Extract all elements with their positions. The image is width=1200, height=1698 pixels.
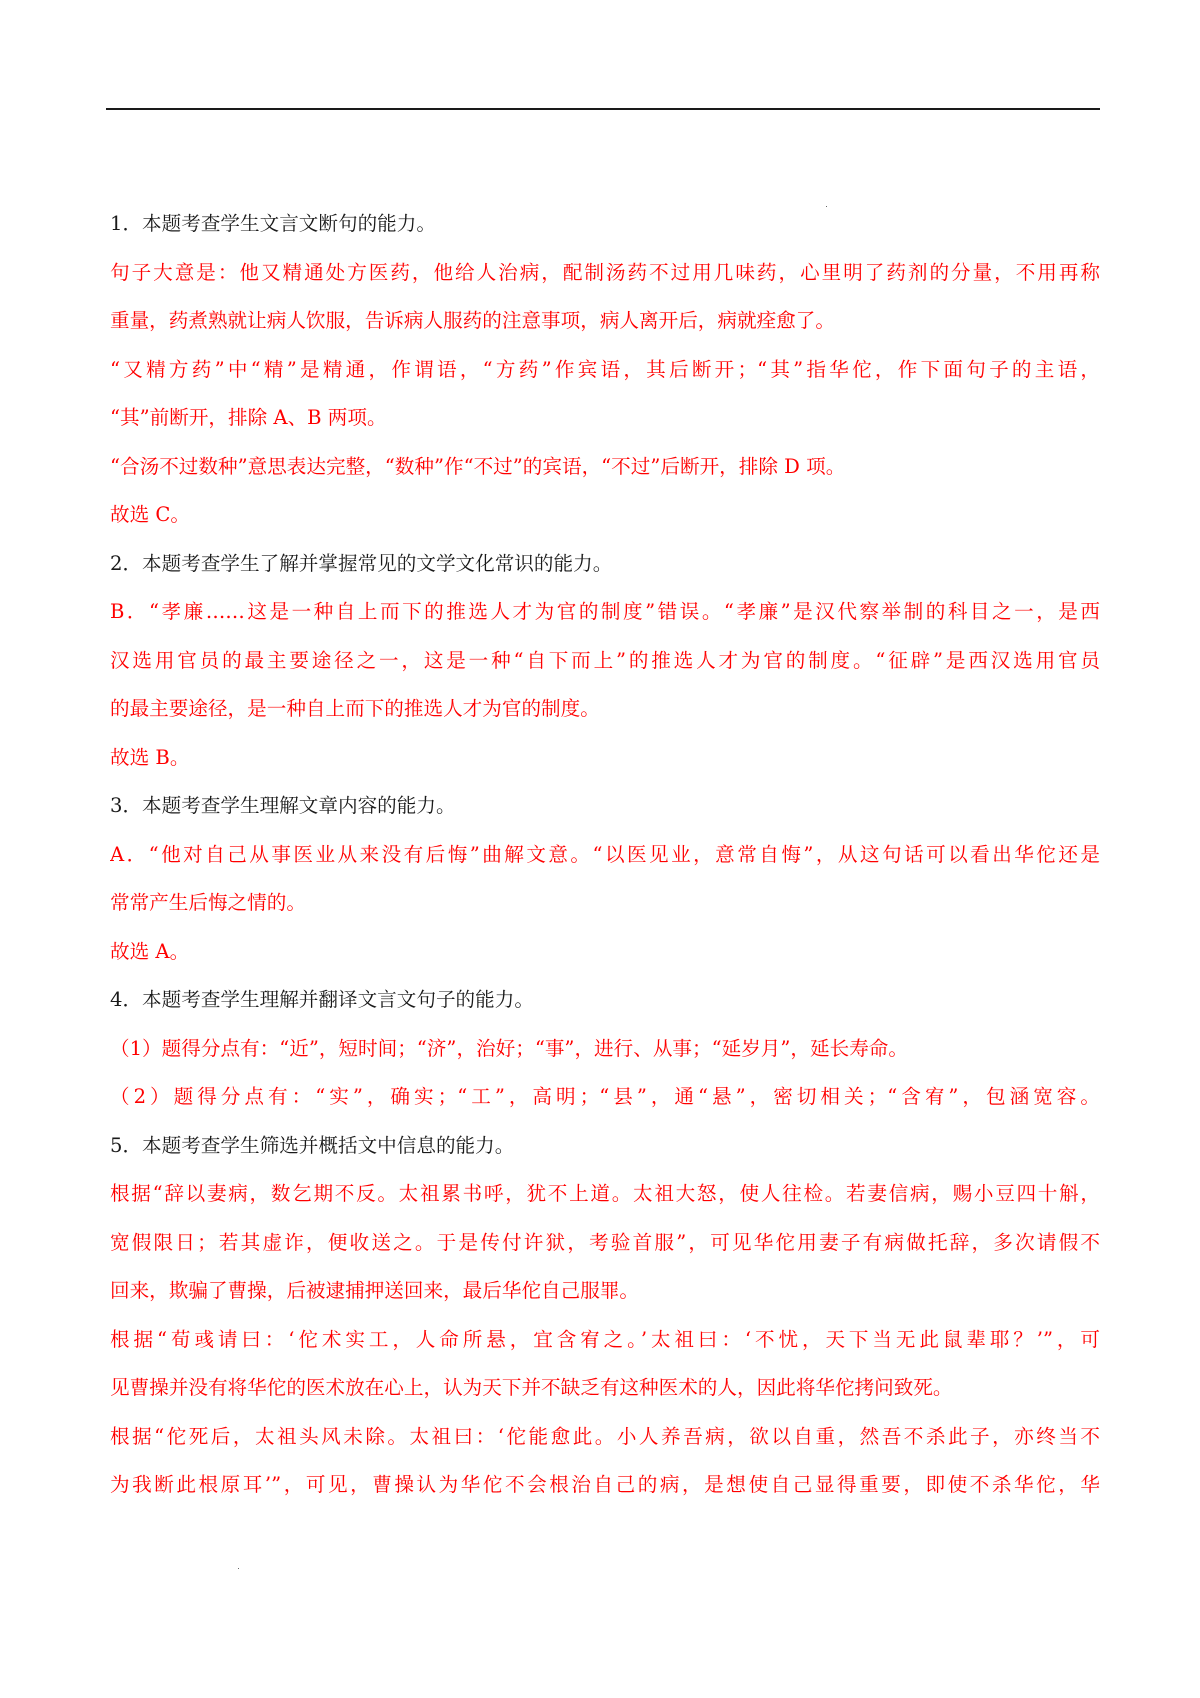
explanation-line: 回来，欺骗了曹操，后被逮捕押送回来，最后华佗自己服罪。 (110, 1279, 640, 1302)
explanation-line: （1）题得分点有：“近”，短时间；“济”，治好；“事”，进行、从事；“延岁月”，延长寿命。 (110, 1036, 908, 1060)
explanation-line: （2）题得分点有：“实”，确实；“工”，高明；“县”，通“悬”，密切相关；“含宥”，包涵宽容。 (110, 1085, 1100, 1108)
explanation-line: 根据“佗死后，太祖头风未除。太祖曰：‘佗能愈此。小人养吾病，欲以自重，然吾不杀此子，亦终当不 (110, 1424, 1100, 1448)
scan-speck (238, 1568, 239, 1569)
explanation-line: A．“他对自己从事医业从来没有后悔”曲解文意。“以医见业，意常自悔”，从这句话可以看出华佗还是 (110, 842, 1100, 866)
question-heading: 2．本题考查学生了解并掌握常见的文学文化常识的能力。 (110, 551, 613, 575)
explanation-line: 为我断此根原耳’”，可见，曹操认为华佗不会根治自己的病，是想使自己显得重要，即使不杀华佗，华 (110, 1473, 1100, 1496)
explanation-line: 见曹操并没有将华佗的医术放在心上，认为天下并不缺乏有这种医术的人，因此将华佗拷问致死。 (110, 1376, 953, 1399)
header-rule (106, 108, 1100, 110)
question-heading: 1．本题考查学生文言文断句的能力。 (110, 212, 436, 235)
explanation-line: 故选 C。 (110, 503, 191, 526)
explanation-line: 常常产生后悔之情的。 (110, 891, 306, 914)
explanation-line: 重量，药煮熟就让病人饮服，告诉病人服药的注意事项，病人离开后，病就痊愈了。 (110, 309, 835, 332)
question-heading: 3．本题考查学生理解文章内容的能力。 (110, 794, 456, 817)
explanation-line: 宽假限日；若其虚诈，便收送之。于是传付许狱，考验首服”，可见华佗用妻子有病做托辞，多次请假不 (110, 1230, 1100, 1254)
explanation-line: 根据“荀彧请曰：‘佗术实工，人命所悬，宜含宥之。’太祖曰：‘不忧，天下当无此鼠辈耶？’”，可 (110, 1327, 1100, 1351)
explanation-line: 的最主要途径，是一种自上而下的推选人才为官的制度。 (110, 697, 600, 720)
explanation-line: “又精方药”中“精”是精通，作谓语，“方药”作宾语，其后断开；“其”指华佗，作下面句子的主语， (110, 357, 1100, 381)
question-heading: 4．本题考查学生理解并翻译文言文句子的能力。 (110, 988, 534, 1011)
answer-explanations (110, 200, 1100, 1510)
question-heading: 5．本题考查学生筛选并概括文中信息的能力。 (110, 1133, 515, 1157)
explanation-line: 根据“辞以妻病，数乞期不反。太祖累书呼，犹不上道。太祖大怒，使人往检。若妻信病，赐小豆四十斛， (110, 1182, 1100, 1205)
explanation-line: 故选 B。 (110, 745, 190, 769)
explanation-line: B．“孝廉……这是一种自上而下的推选人才为官的制度”错误。“孝廉”是汉代察举制的科目之一，是西 (110, 600, 1100, 623)
explanation-line: “合汤不过数种”意思表达完整，“数种”作“不过”的宾语，“不过”后断开，排除 D 项。 (110, 454, 846, 478)
explanation-line: “其”前断开，排除 A、B 两项。 (110, 406, 387, 429)
explanation-line: 故选 A。 (110, 939, 190, 963)
explanation-line: 句子大意是：他又精通处方医药，他给人治病，配制汤药不过用几味药，心里明了药剂的分量，不用再称 (110, 260, 1100, 284)
explanation-line: 汉选用官员的最主要途径之一，这是一种“自下而上”的推选人才为官的制度。“征辟”是西汉选用官员 (110, 648, 1100, 672)
